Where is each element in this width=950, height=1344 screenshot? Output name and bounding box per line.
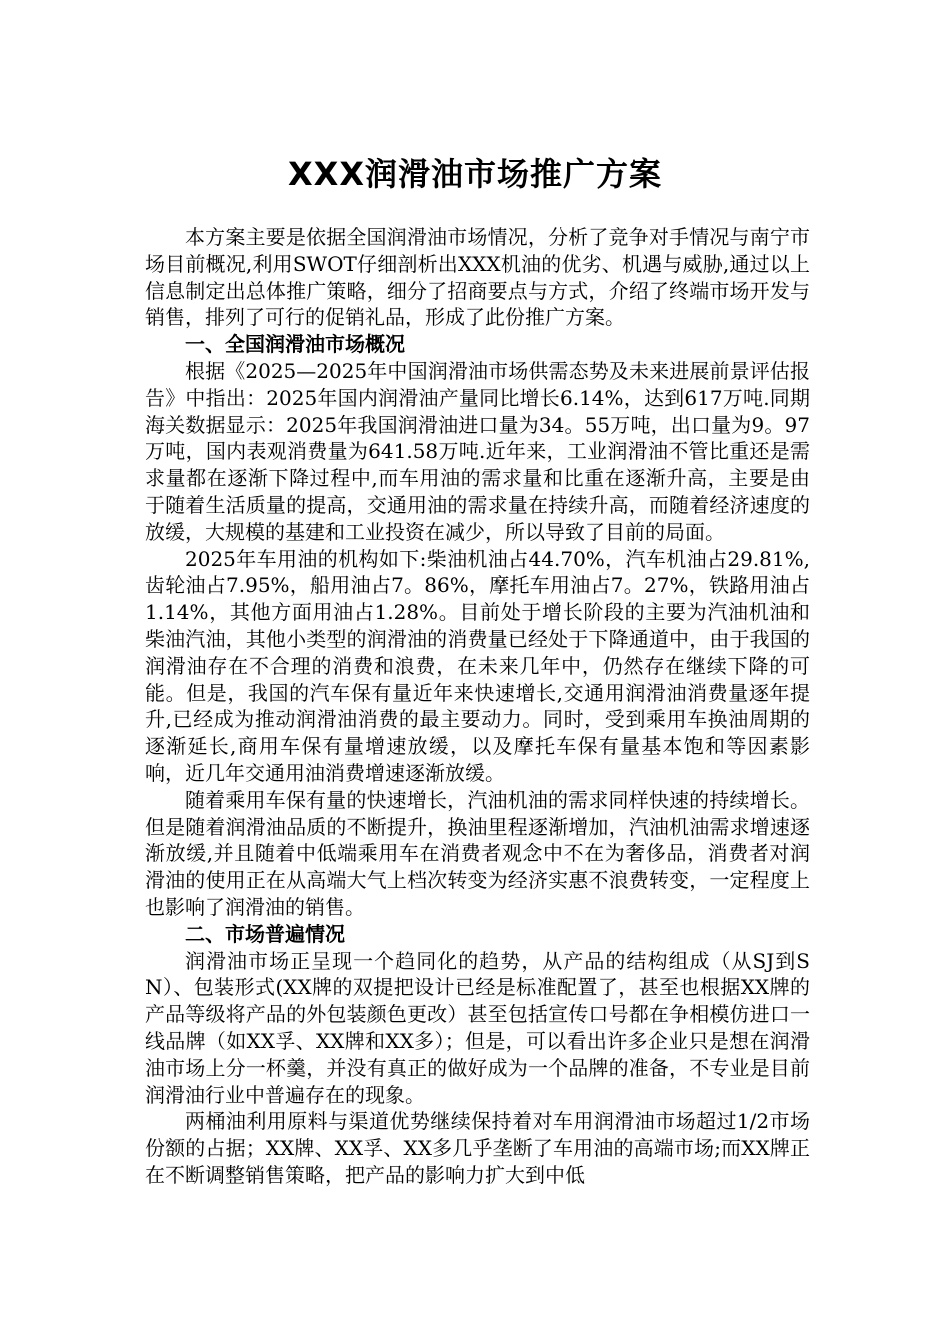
paragraph-market-share: 两桶油利用原料与渠道优势继续保持着对车用润滑油市场超过1/2市场份额的占据；XX牌、XX孚、XX多几乎垄断了车用油的高端市场;而XX牌正在不断调整销售策略，把产品的影响力扩大到中低 [145, 1109, 810, 1187]
paragraph-intro: 本方案主要是依据全国润滑油市场情况，分析了竞争对手情况与南宁市场目前概况,利用SWOT仔细剖析出XXX机油的优劣、机遇与威胁,通过以上信息制定出总体推广策略，细分了招商要点与方式，介绍了终端市场开发与销售，排列了可行的促销礼品，形成了此份推广方案。 [145, 225, 810, 330]
paragraph-market-overview: 根据《2025—2025年中国润滑油市场供需态势及未来进展前景评估报告》中指出：2025年国内润滑油产量同比增长6.14%，达到617万吨.同期海关数据显示：2025年我国润滑油进口量为34。55万吨，出口量为9。97万吨，国内表观消费量为641.58万吨.近年来，工业润滑油不管比重还是需求量都在逐渐下降过程中,而车用油的需求量和比重在逐渐升高，主要是由于随着生活质量的提高，交通用油的需求量在持续升高，而随着经济速度的放缓，大规模的基建和工业投资在减少，所以导致了目前的局面。 [145, 358, 810, 544]
document-title: XXX润滑油市场推广方案 [287, 155, 663, 193]
section-heading-1: 一、全国润滑油市场概况 [185, 332, 405, 357]
paragraph-market-trend: 润滑油市场正呈现一个趋同化的趋势，从产品的结构组成（从SJ到SN）、包装形式(XX牌的双提把设计已经是标准配置了，甚至也根据XX牌的产品等级将产品的外包装颜色更改）甚至包括宣传口号都在争相模仿进口一线品牌（如XX孚、XX牌和XX多）；但是，可以看出许多企业只是想在润滑油市场上分一杯羹，并没有真正的做好成为一个品牌的准备，不专业是目前润滑油行业中普遍存在的现象。 [145, 948, 810, 1107]
document-body [145, 224, 810, 1189]
paragraph-vehicle-oil-structure: 2025年车用油的机构如下:柴油机油占44.70%，汽车机油占29.81%,齿轮油占7.95%，船用油占7。86%，摩托车用油占7。27%，铁路用油占1.14%，其他方面用油占1.28%。目前处于增长阶段的主要为汽油机油和柴油汽油，其他小类型的润滑油的消费量已经处于下降通道中，由于我国的润滑油存在不合理的消费和浪费，在未来几年中，仍然存在继续下降的可能。但是，我国的汽车保有量近年来快速增长,交通用润滑油消费量逐年提升,已经成为推动润滑油消费的最主要动力。同时，受到乘用车换油周期的逐渐延长,商用车保有量增速放缓，以及摩托车保有量基本饱和等因素影响，近几年交通用油消费增速逐渐放缓。 [145, 546, 810, 785]
paragraph-passenger-car-growth: 随着乘用车保有量的快速增长，汽油机油的需求同样快速的持续增长。但是随着润滑油品质的不断提升，换油里程逐渐增加，汽油机油需求增速逐渐放缓,并且随着中低端乘用车在消费者观念中不在为奢侈品，消费者对润滑油的使用正在从高端大气上档次转变为经济实惠不浪费转变，一定程度上也影响了润滑油的销售。 [145, 787, 810, 919]
section-heading-2: 二、市场普遍情况 [185, 921, 345, 946]
